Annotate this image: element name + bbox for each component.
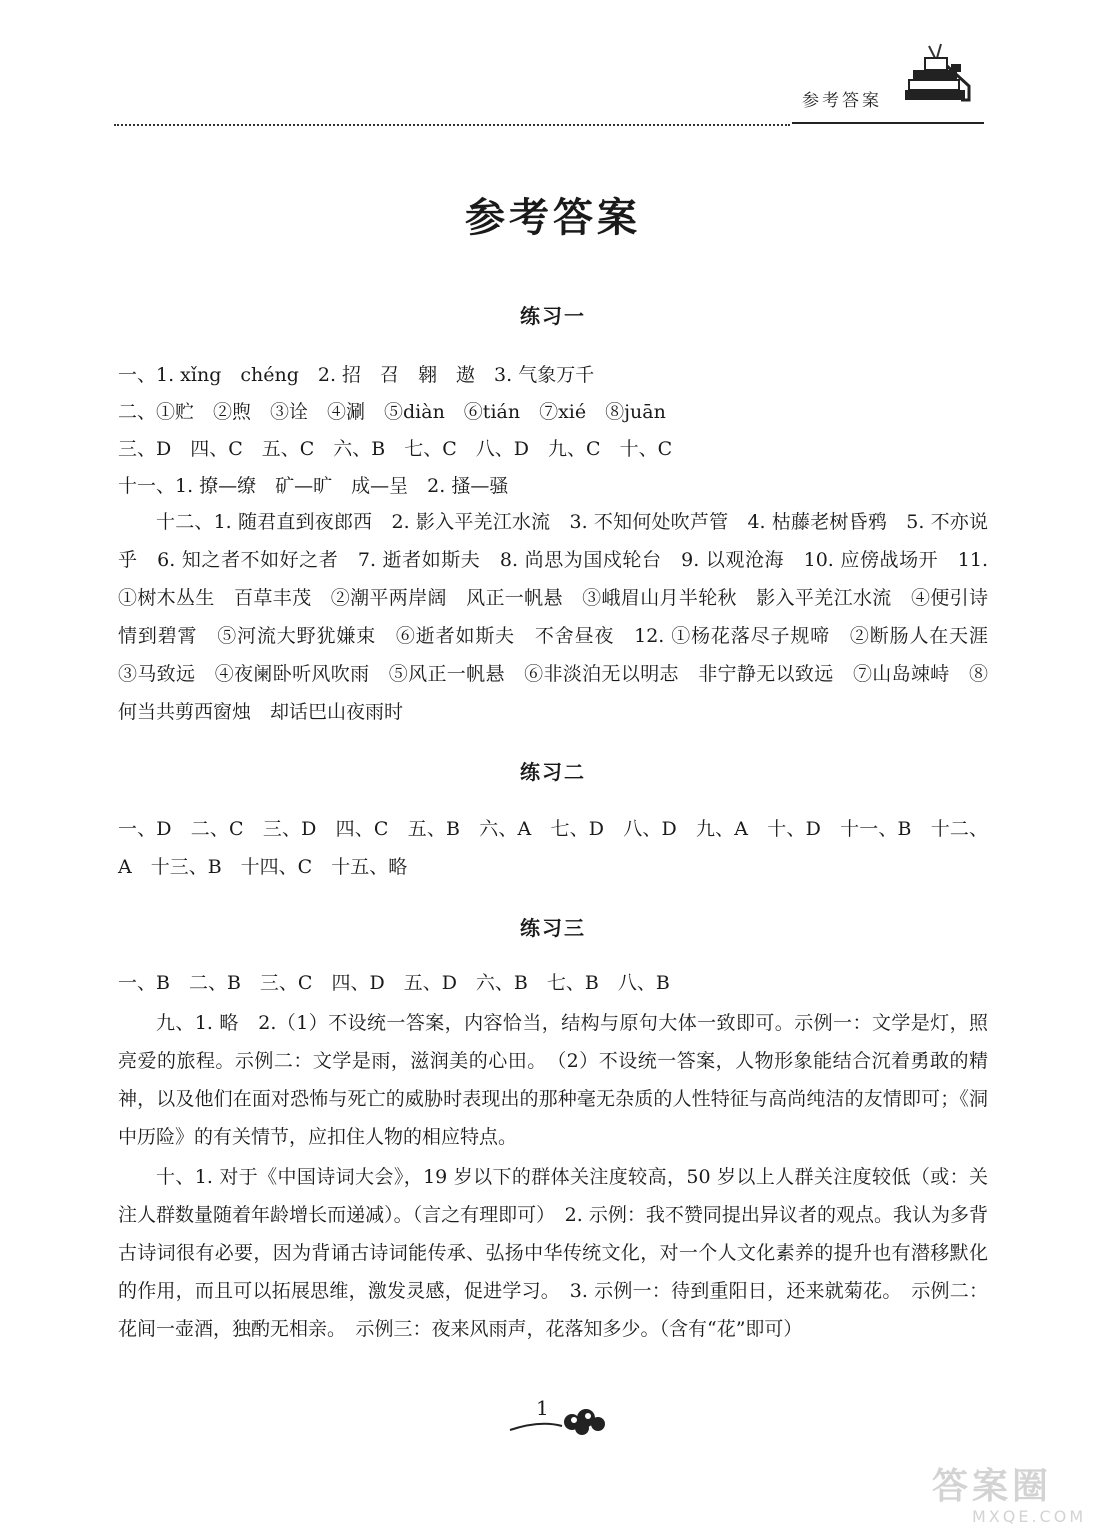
answer-paragraph: 十、1. 对于《中国诗词大会》，19 岁以下的群体关注度较高，50 岁以上人群关注度较低（或：关注人群数量随着年龄增长而递减）。（言之有理即可） 2. 示例：我不赞同提出异议者的观点。我认为多背古诗词很有必要，因为背诵古诗词能传承、弘扬中华传统文化，对一个人文化素养的提升也有潜移默化的作用，而且可以拓展思维，激发灵感，促进学习。 3. 示例一：待到重阳日，还来就菊花。 示例二：花间一壶酒，独酌无相亲。 示例三：夜来风雨声，花落知多少。（含有“花”即可） xyxy=(118,1166,988,1340)
answer-line: 十一、1. 撩—缭 矿—旷 成—呈 2. 搔—骚 xyxy=(118,475,509,497)
page-footer xyxy=(500,1396,620,1446)
watermark xyxy=(932,1466,1094,1530)
answer-line: 三、D 四、C 五、C 六、B 七、C 八、D 九、C 十、C xyxy=(118,438,673,460)
answer-paragraph: 九、1. 略 2.（1）不设统一答案，内容恰当，结构与原句大体一致即可。示例一：文学是灯，照亮爱的旅程。示例二：文学是雨，滋润美的心田。 （2）不设统一答案，人物形象能结合沉着勇敢的精神，以及他们在面对恐怖与死亡的威胁时表现出的那种毫无杂质的人性特征与高尚纯洁的友情即可；《洞中历险》的有关情节，应扣住人物的相应特点。 xyxy=(118,1012,988,1148)
page-number: 1 xyxy=(536,1396,549,1420)
section-title-3: 练习三 xyxy=(520,916,586,940)
answer-paragraph: 一、D 二、C 三、D 四、C 五、B 六、A 七、D 八、D 九、A 十、D 十一、B 十二、A 十三、B 十四、C 十五、略 xyxy=(118,818,988,878)
header-label: 参考答案 xyxy=(792,86,984,124)
header-dotted-rule xyxy=(114,124,790,126)
page-title: 参考答案 xyxy=(465,194,641,241)
page-header xyxy=(0,0,1106,140)
answer-paragraph: 十二、1. 随君直到夜郎西 2. 影入平羌江水流 3. 不知何处吹芦管 4. 枯藤老树昏鸦 5. 不亦说乎 6. 知之者不如好之者 7. 逝者如斯夫 8. 尚思为国戍轮台 9. 以观沧海 10. 应傍战场开 11. ①树木丛生 百草丰茂 ②潮平两岸阔 风正一帆悬 ③峨眉山月半轮秋 影入平羌江水流 ④便引诗情到碧霄 ⑤河流大野犹嫌束 ⑥逝者如斯夫 不舍昼夜 12. ①杨花落尽子规啼 ②断肠人在天涯 ③马致远 ④夜阑卧听风吹雨 ⑤风正一帆悬 ⑥非淡泊无以明志 非宁静无以致远 ⑦山岛竦峙 ⑧何当共剪西窗烛 却话巴山夜雨时 xyxy=(118,511,1008,723)
books-icon xyxy=(895,36,985,116)
section-title-1: 练习一 xyxy=(520,304,586,328)
answer-line: 二、①贮 ②煦 ③诠 ④涮 ⑤diàn ⑥tián ⑦xié ⑧juān xyxy=(118,401,666,423)
answer-line: 一、1. xǐng chéng 2. 招 召 翱 遨 3. 气象万千 xyxy=(118,364,595,386)
cloud-swirl-icon xyxy=(500,1396,620,1446)
watermark-sub: MXQE.COM xyxy=(972,1507,1087,1526)
answer-line: 一、B 二、B 三、C 四、D 五、D 六、B 七、B 八、B xyxy=(118,972,670,994)
watermark-main: 答案圈 xyxy=(932,1466,1053,1507)
section-title-2: 练习二 xyxy=(520,760,586,784)
